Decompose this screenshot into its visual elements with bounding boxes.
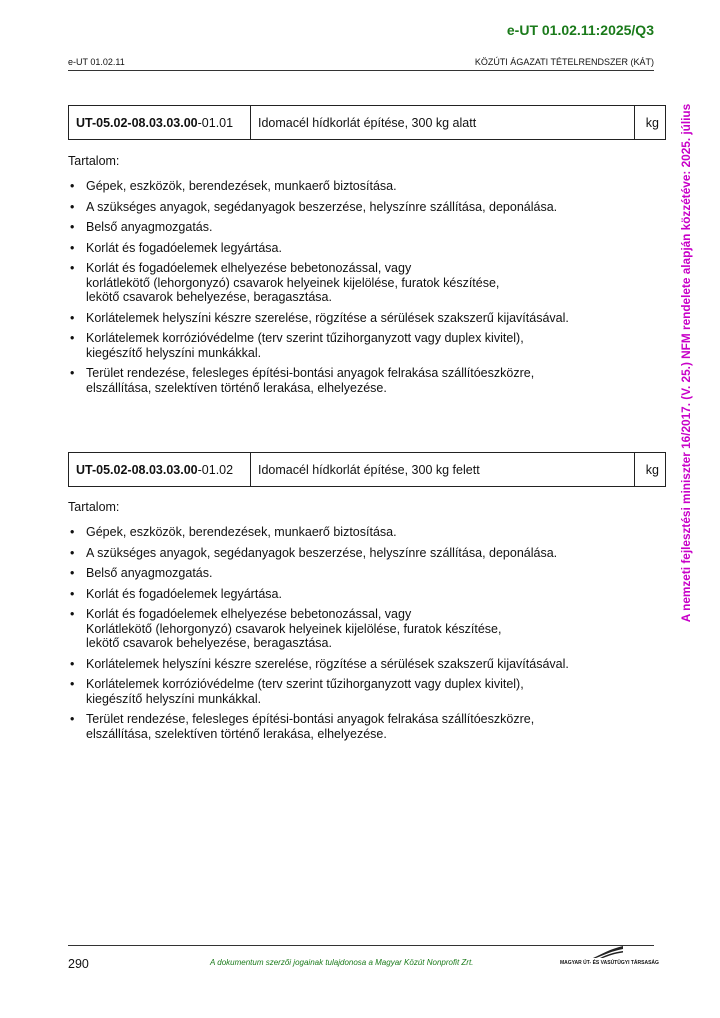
item-unit-cell	[635, 106, 665, 139]
bullet-dot: •	[70, 712, 75, 726]
bullet-dot: •	[70, 545, 75, 560]
item-table-1	[68, 105, 666, 140]
list-item: • Korlát és fogadóelemek legyártása.	[70, 586, 282, 601]
running-header-right: KÖZÚTI ÁGAZATI TÉTELRENDSZER (KÁT)	[474, 57, 654, 67]
list-item: • Korlátelemek korrózióvédelme (terv szerint tűzihorganyzott vagy duplex kivitel), kiegészítő helyszíni munkákkal.	[70, 677, 524, 706]
item-title: Idomacél hídkorlát építése, 300 kg alatt	[258, 115, 477, 130]
running-header	[68, 56, 654, 71]
list-item: • Belső anyagmozgatás.	[70, 220, 213, 234]
item-unit-cell	[635, 453, 665, 486]
content-label-1: Tartalom:	[68, 154, 120, 168]
road-swoosh-icon	[592, 945, 624, 959]
document-code: e-UT 01.02.11:2025/Q3	[506, 22, 654, 38]
item-title-cell	[251, 106, 635, 139]
list-item: • Terület rendezése, felesleges építési-bontási anyagok felrakása szállítóeszközre, elszállítása, szelektíven történő lerakása, elhelyezése.	[70, 366, 535, 395]
logo-text: MAGYAR ÚT- ÉS VASÚTÜGYI TÁRSASÁG	[560, 960, 659, 966]
item-code-bold: UT-05.02-08.03.03.00	[76, 115, 198, 130]
content-label-2: Tartalom:	[68, 500, 120, 514]
list-item: • Gépek, eszközök, berendezések, munkaerő biztosítása.	[70, 525, 397, 539]
bullet-dot: •	[70, 199, 75, 214]
item-code-suffix: -01.02	[197, 462, 234, 477]
item-unit: kg	[645, 462, 659, 477]
item-table-2	[68, 452, 666, 487]
bullet-dot: •	[70, 607, 75, 621]
list-item: • Korlátelemek korrózióvédelme (terv szerint tűzihorganyzott vagy duplex kivitel), kiegészítő helyszíni munkákkal.	[70, 331, 524, 360]
item-title: Idomacél hídkorlát építése, 300 kg felett	[258, 462, 480, 477]
running-header-left: e-UT 01.02.11	[68, 57, 125, 67]
list-item: • A szükséges anyagok, segédanyagok beszerzése, helyszínre szállítása, deponálása.	[70, 545, 558, 560]
bullet-dot: •	[70, 677, 75, 691]
bullet-dot: •	[70, 179, 75, 193]
bullet-dot: •	[70, 586, 75, 601]
copyright-note: A dokumentum szerzői jogainak tulajdonosa a Magyar Közút Nonprofit Zrt.	[210, 958, 474, 967]
bullet-dot: •	[70, 366, 75, 380]
bullet-dot: •	[70, 310, 75, 325]
bullet-dot: •	[70, 261, 75, 275]
list-item: • Korlátelemek helyszíni készre szerelése, rögzítése a sérülések szakszerű kijavításával.	[70, 310, 569, 325]
item-unit: kg	[645, 115, 659, 130]
list-item: • Gépek, eszközök, berendezések, munkaerő biztosítása.	[70, 179, 397, 193]
list-item: • A szükséges anyagok, segédanyagok beszerzése, helyszínre szállítása, deponálása.	[70, 199, 558, 214]
list-item: • Korlát és fogadóelemek elhelyezése bebetonozással, vagy Korlátlekötő (lehorgonyzó) csavarok helyeinek kijelölése, furatok készítése, lekötő csavarok behelyezése, beragasztása.	[70, 607, 502, 650]
bullet-dot: •	[70, 331, 75, 345]
bullet-dot: •	[70, 656, 75, 671]
bullet-list-2	[68, 525, 658, 747]
bullet-dot: •	[70, 240, 75, 255]
list-item: • Belső anyagmozgatás.	[70, 566, 213, 580]
item-code-suffix: -01.01	[197, 115, 234, 130]
side-publication-note	[676, 96, 696, 630]
bullet-list-1	[68, 179, 658, 401]
list-item: • Korlátelemek helyszíni készre szerelése, rögzítése a sérülések szakszerű kijavításával.	[70, 656, 569, 671]
item-title-cell	[251, 453, 635, 486]
bullet-dot: •	[70, 566, 75, 580]
bullet-dot: •	[70, 525, 75, 539]
item-code-bold: UT-05.02-08.03.03.00	[76, 462, 198, 477]
list-item: • Korlát és fogadóelemek legyártása.	[70, 240, 282, 255]
society-logo	[560, 945, 659, 969]
item-code-cell	[69, 106, 251, 139]
item-code-cell	[69, 453, 251, 486]
list-item: • Korlát és fogadóelemek elhelyezése bebetonozással, vagy korlátlekötő (lehorgonyzó) csavarok helyeinek kijelölése, furatok készítése, lekötő csavarok behelyezése, beragasztása.	[70, 261, 500, 304]
page-number: 290	[68, 957, 89, 971]
bullet-dot: •	[70, 220, 75, 234]
list-item: • Terület rendezése, felesleges építési-bontási anyagok felrakása szállítóeszközre, elszállítása, szelektíven történő lerakása, elhelyezése.	[70, 712, 535, 741]
side-note-text: A nemzeti fejlesztési miniszter 16/2017. (V. 25.) NFM rendelete alapján közzétéve: 2025. július	[679, 103, 693, 623]
